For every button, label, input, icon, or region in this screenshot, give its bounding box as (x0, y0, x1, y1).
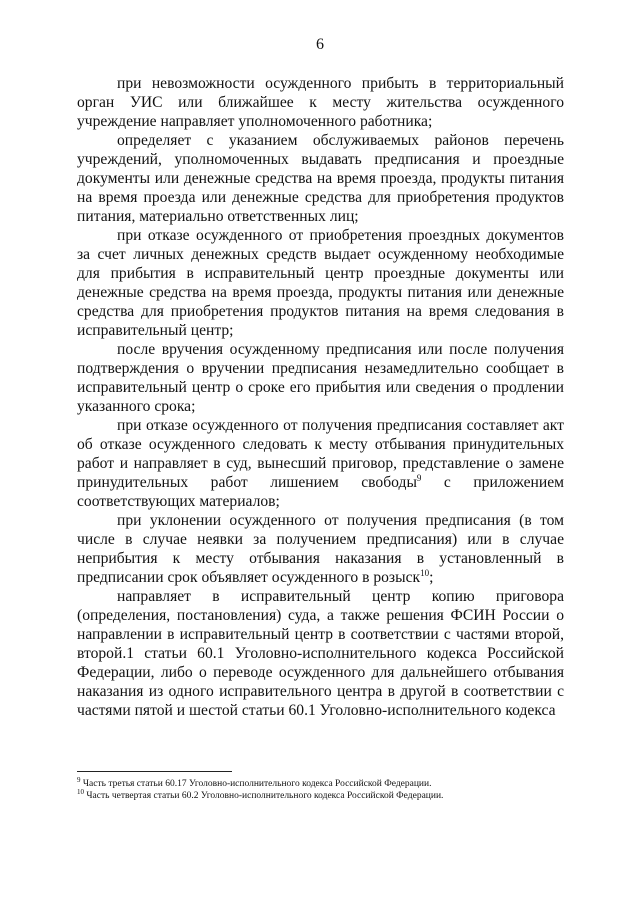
document-body (77, 74, 564, 720)
paragraph (77, 226, 564, 340)
footnote-marker: 9 (77, 775, 81, 784)
paragraph-text: при отказе осужденного от получения предписания составляет акт об отказе осужденного следовать к месту отбывания принудительных работ и направляет в суд, вынесший приговор, представление о замене принудительных работ лишением свободы (77, 417, 564, 491)
paragraph-text: после вручения осужденному предписания или после получения подтверждения о вручении предписания незамедлительно сообщает в исправительный центр о сроке его прибытия или сведения о продлении указанного срока; (77, 341, 564, 415)
footnote-marker: 10 (77, 787, 84, 796)
paragraph (77, 587, 564, 720)
paragraph-text-continued: с приложением соответствующих материалов; (77, 474, 564, 510)
paragraph-text: направляет в исправительный центр копию приговора (определения, постановления) суда, а также решения ФСИН России о направлении в исправительный центр в соответствии с частями второй, второй.1 статьи 60.1 Уголовно-исполнительного кодекса Российской Федерации, либо о переводе осужденного для дальнейшего отбывания наказания из одного исправительного центра в другой в соответствии с частями пятой и шестой статьи 60.1 Уголовно-исполнительного кодекса (77, 588, 564, 719)
paragraph (77, 131, 564, 226)
paragraph-text-continued: ; (429, 569, 434, 586)
footnotes (77, 775, 564, 802)
paragraph-text: при невозможности осужденного прибыть в территориальный орган УИС или ближайшее к месту жительства осужденного учреждение направляет уполномоченного работника; (77, 75, 564, 130)
paragraph (77, 416, 564, 511)
paragraph (77, 340, 564, 416)
page-number: 6 (316, 36, 324, 53)
paragraph (77, 511, 564, 587)
footnote-divider (77, 771, 232, 772)
paragraph (77, 74, 564, 131)
footnote-reference[interactable]: 10 (420, 567, 430, 578)
paragraph-text: при уклонении осужденного от получения предписания (в том числе в случае неявки за получением предписания) или в случае неприбытия к месту отбывания наказания в установленный в предписании срок объявляет осужденного в розыск (77, 512, 564, 586)
paragraph-text: при отказе осужденного от приобретения проездных документов за счет личных денежных средств выдает осужденному необходимые для прибытия в исправительный центр проездные документы или денежные средства на время проезда, продукты питания или денежные средства для приобретения продуктов питания на время следования в исправительный центр; (77, 227, 564, 339)
footnote-text: Часть четвертая статьи 60.2 Уголовно-исполнительного кодекса Российской Федерации. (84, 791, 444, 801)
footnote-text: Часть третья статьи 60.17 Уголовно-исполнительного кодекса Российской Федерации. (80, 779, 432, 789)
footnote (77, 787, 564, 802)
footnote (77, 775, 564, 790)
paragraph-text: определяет с указанием обслуживаемых районов перечень учреждений, уполномоченных выдавать предписания и проездные документы или денежные средства на время проезда, продукты питания на время проезда или денежные средства для приобретения продуктов питания, материально ответственных лиц; (77, 132, 564, 225)
footnote-reference[interactable]: 9 (416, 472, 422, 483)
